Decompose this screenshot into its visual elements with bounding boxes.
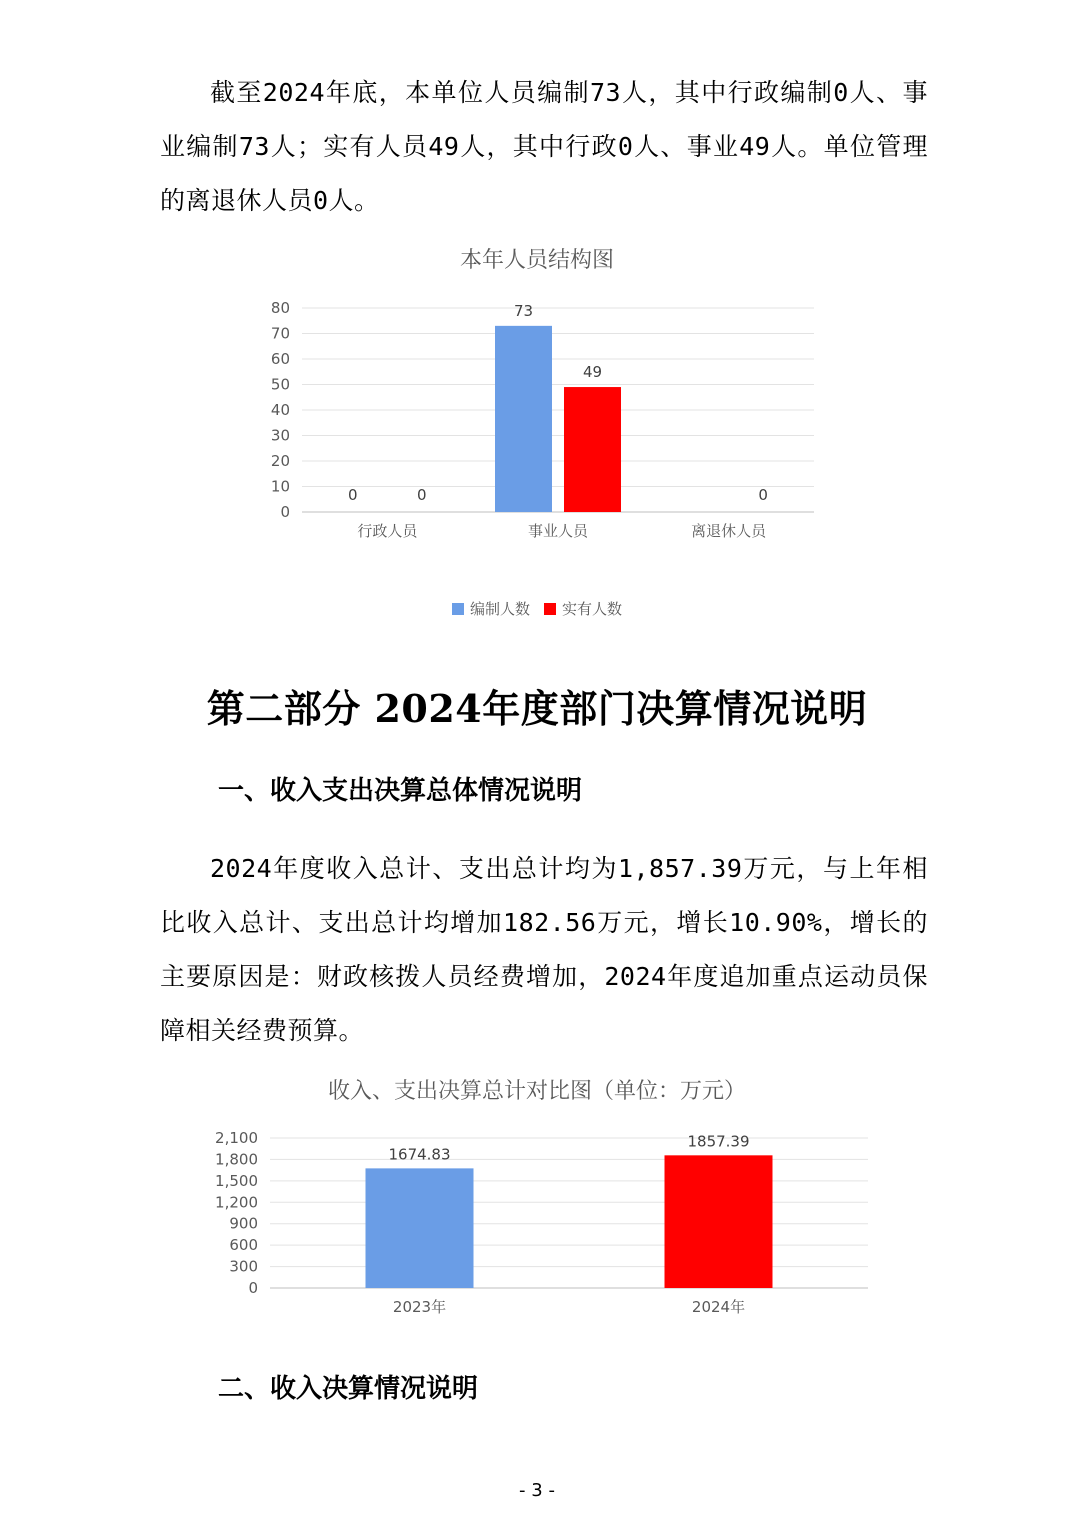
y-tick-label: 900 (229, 1214, 258, 1233)
bar (495, 326, 552, 512)
legend-swatch-actual (544, 603, 556, 615)
data-label: 0 (417, 486, 427, 504)
income-expense-paragraph: 2024年度收入总计、支出总计均为1,857.39万元，与上年相比收入总计、支出总计均增加182.56万元，增长10.90%，增长的主要原因是：财政核拨人员经费增加，2024年度追加重点运动员保障相关经费预算。 (160, 854, 928, 1045)
chart-1-title: 本年人员结构图 (459, 248, 614, 273)
data-label: 73 (513, 301, 534, 320)
y-tick-label: 1,800 (215, 1150, 258, 1169)
y-tick-label: 60 (270, 350, 290, 368)
section-title: 第二部分 2024年度部门决算情况说明 (206, 686, 868, 731)
legend-swatch-authorized (452, 603, 464, 615)
legend-label-authorized: 编制人数 (469, 600, 530, 618)
y-tick-label: 1,200 (215, 1193, 258, 1212)
intro-paragraph: 截至2024年底，本单位人员编制73人，其中行政编制0人、事业编制73人；实有人员49人，其中行政0人、事业49人。单位管理的离退休人员0人。 (160, 78, 928, 215)
y-tick-label: 2,100 (215, 1129, 258, 1147)
legend-item-actual (544, 598, 622, 619)
staff-structure-chart (0, 290, 1074, 580)
chart-1-legend (0, 598, 1074, 619)
y-tick-label: 30 (270, 426, 290, 445)
subheading-income-expense-overview: 一、收入支出决算总体情况说明 (218, 776, 583, 806)
y-tick-label: 80 (270, 299, 290, 317)
y-tick-label: 0 (248, 1279, 258, 1297)
income-expense-comparison-chart (0, 1120, 1074, 1330)
chart-2-title: 收入、支出决算总计对比图（单位：万元） (327, 1079, 746, 1104)
subheading-income: 二、收入决算情况说明 (218, 1374, 479, 1404)
legend-item-authorized (452, 598, 530, 619)
x-tick-label: 行政人员 (357, 522, 418, 540)
y-tick-label: 50 (270, 375, 290, 394)
page-number: - 3 - (519, 1480, 555, 1501)
bar (564, 387, 621, 512)
data-label: 0 (758, 486, 768, 504)
y-tick-label: 1,500 (215, 1171, 258, 1190)
y-tick-label: 600 (229, 1236, 258, 1255)
data-label: 1857.39 (687, 1132, 750, 1151)
y-tick-label: 0 (280, 503, 290, 521)
data-label: 49 (582, 363, 603, 382)
data-label: 1674.83 (388, 1145, 451, 1164)
x-tick-label: 离退休人员 (691, 522, 767, 540)
x-tick-label: 2023年 (392, 1298, 447, 1316)
bar (366, 1168, 474, 1288)
data-label: 0 (348, 486, 358, 504)
y-tick-label: 40 (270, 401, 290, 419)
legend-label-actual: 实有人数 (562, 600, 623, 618)
bar (665, 1155, 773, 1288)
x-tick-label: 事业人员 (527, 522, 589, 540)
y-tick-label: 20 (270, 452, 290, 470)
y-tick-label: 10 (270, 477, 290, 496)
y-tick-label: 300 (229, 1257, 258, 1276)
x-tick-label: 2024年 (691, 1298, 746, 1316)
y-tick-label: 70 (270, 324, 290, 343)
